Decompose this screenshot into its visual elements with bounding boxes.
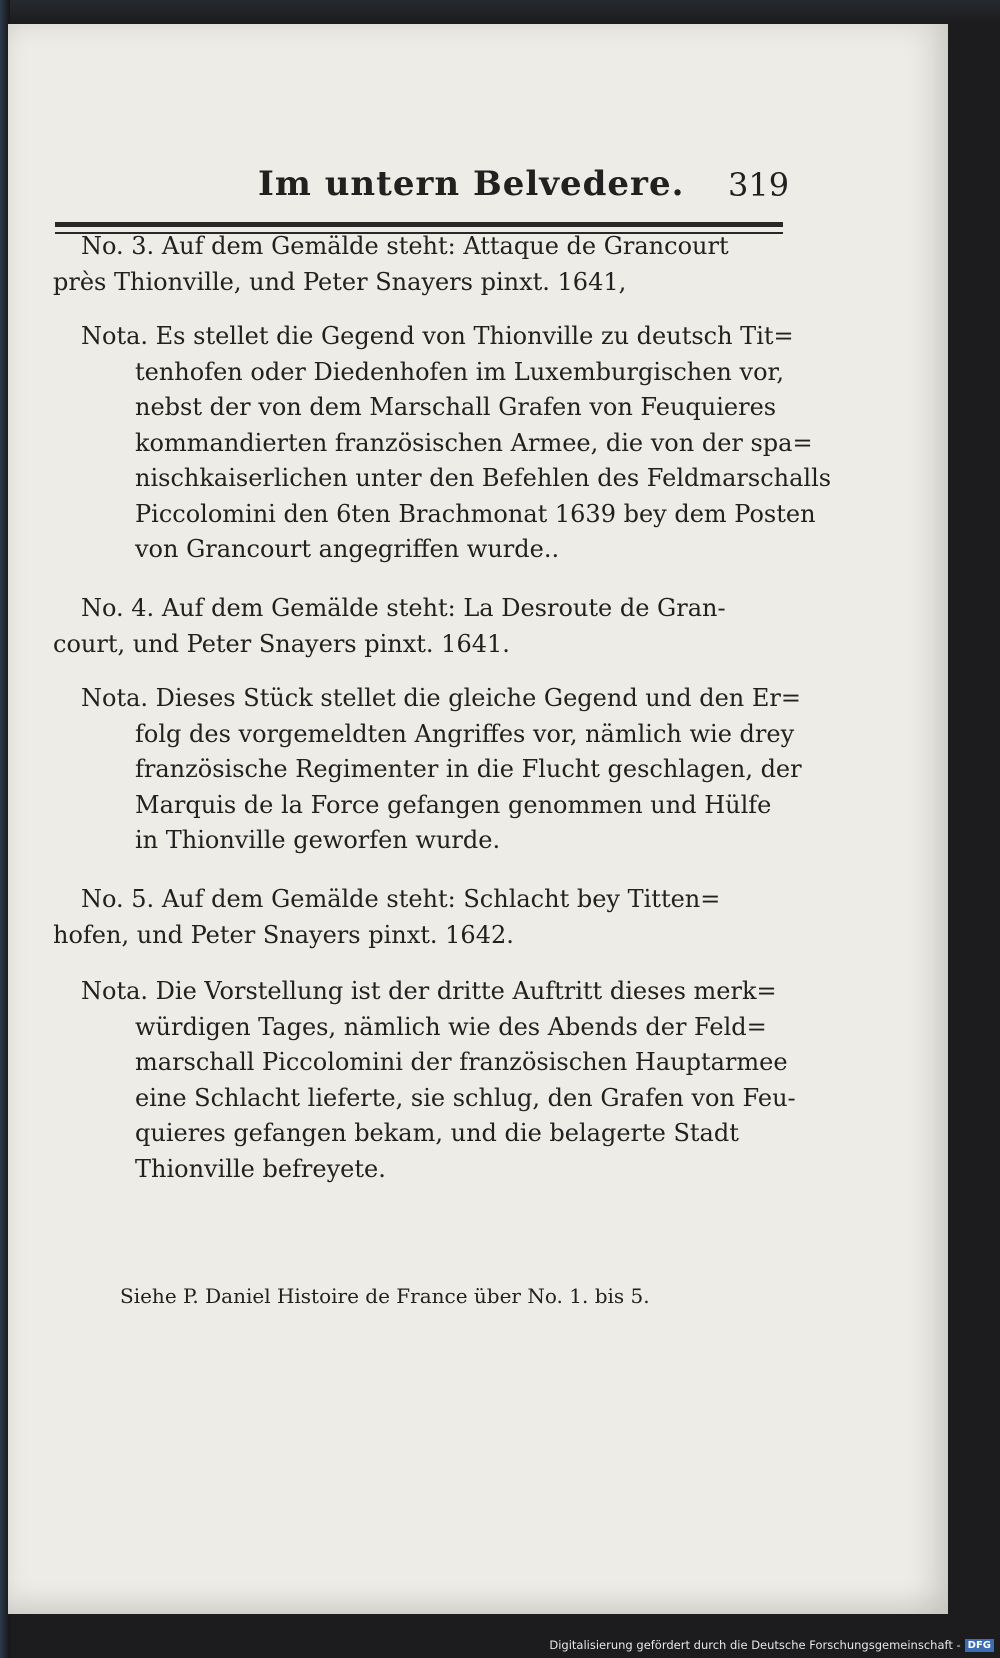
- nota-line: von Grancourt angegriffen wurde..: [135, 535, 560, 563]
- nota-line: kommandierten französischen Armee, die von der spa=: [135, 428, 813, 457]
- entry-line: court, und Peter Snayers pinxt. 1641.: [53, 629, 510, 658]
- nota-line: eine Schlacht lieferte, sie schlug, den Grafen von Feu-: [135, 1083, 796, 1112]
- nota-1: [53, 319, 832, 568]
- nota-line: in Thionville geworfen wurde.: [135, 826, 501, 854]
- entry-line: hofen, und Peter Snayers pinxt. 1642.: [53, 920, 514, 949]
- page-header: [8, 144, 948, 214]
- header-rule-thick: [55, 222, 783, 227]
- nota-line: quieres gefangen bekam, und die belagerte Stadt: [135, 1119, 739, 1147]
- nota-line: Nota. Dieses Stück stellet die gleiche Gegend und den Er=: [81, 684, 801, 712]
- nota-line: würdigen Tages, nämlich wie des Abends der Feld=: [135, 1012, 767, 1041]
- nota-line: Thionville befreyete.: [135, 1154, 386, 1183]
- entry-line: No. 3. Auf dem Gemälde steht: Attaque de Grancourt: [81, 232, 729, 260]
- nota-2: [53, 681, 802, 859]
- dfg-watermark: [549, 1638, 994, 1652]
- nota-line: französische Regimenter in die Flucht geschlagen, der: [135, 755, 802, 783]
- nota-line: marschall Piccolomini der französischen Hauptarmee: [135, 1048, 788, 1076]
- entry-line: près Thionville, und Peter Snayers pinxt. 1641,: [53, 267, 627, 296]
- scan-top-edge: [0, 0, 1000, 22]
- entry-line: No. 4. Auf dem Gemälde steht: La Desroute de Gran-: [81, 594, 726, 622]
- nota-line: Nota. Es stellet die Gegend von Thionville zu deutsch Tit=: [81, 322, 794, 350]
- nota-3: [53, 974, 796, 1187]
- entry-no-4: [53, 591, 788, 662]
- book-page: [8, 24, 948, 1614]
- watermark-text: Digitalisierung gefördert durch die Deutsche Forschungsgemeinschaft -: [549, 1638, 961, 1652]
- nota-line: Nota. Die Vorstellung ist der dritte Auftritt dieses merk=: [81, 977, 777, 1005]
- nota-line: folg des vorgemeldten Angriffes vor, nämlich wie drey: [135, 719, 795, 748]
- source-note: Siehe P. Daniel Histoire de France über No. 1. bis 5.: [120, 1284, 650, 1308]
- entry-no-5: [53, 882, 788, 953]
- nota-line: nebst der von dem Marschall Grafen von Feuquieres: [135, 393, 777, 421]
- page-number: 319: [728, 166, 790, 204]
- running-head: Im untern Belvedere.: [258, 164, 685, 204]
- entry-line: No. 5. Auf dem Gemälde steht: Schlacht bey Titten=: [81, 885, 721, 913]
- dfg-logo-icon: DFG: [965, 1639, 994, 1652]
- nota-line: tenhofen oder Diedenhofen im Luxemburgischen vor,: [135, 357, 784, 386]
- nota-line: Piccolomini den 6ten Brachmonat 1639 bey dem Posten: [135, 499, 816, 528]
- nota-line: nischkaiserlichen unter den Befehlen des Feldmarschalls: [135, 464, 832, 492]
- nota-line: Marquis de la Force gefangen genommen und Hülfe: [135, 790, 772, 819]
- entry-no-3: [53, 229, 788, 300]
